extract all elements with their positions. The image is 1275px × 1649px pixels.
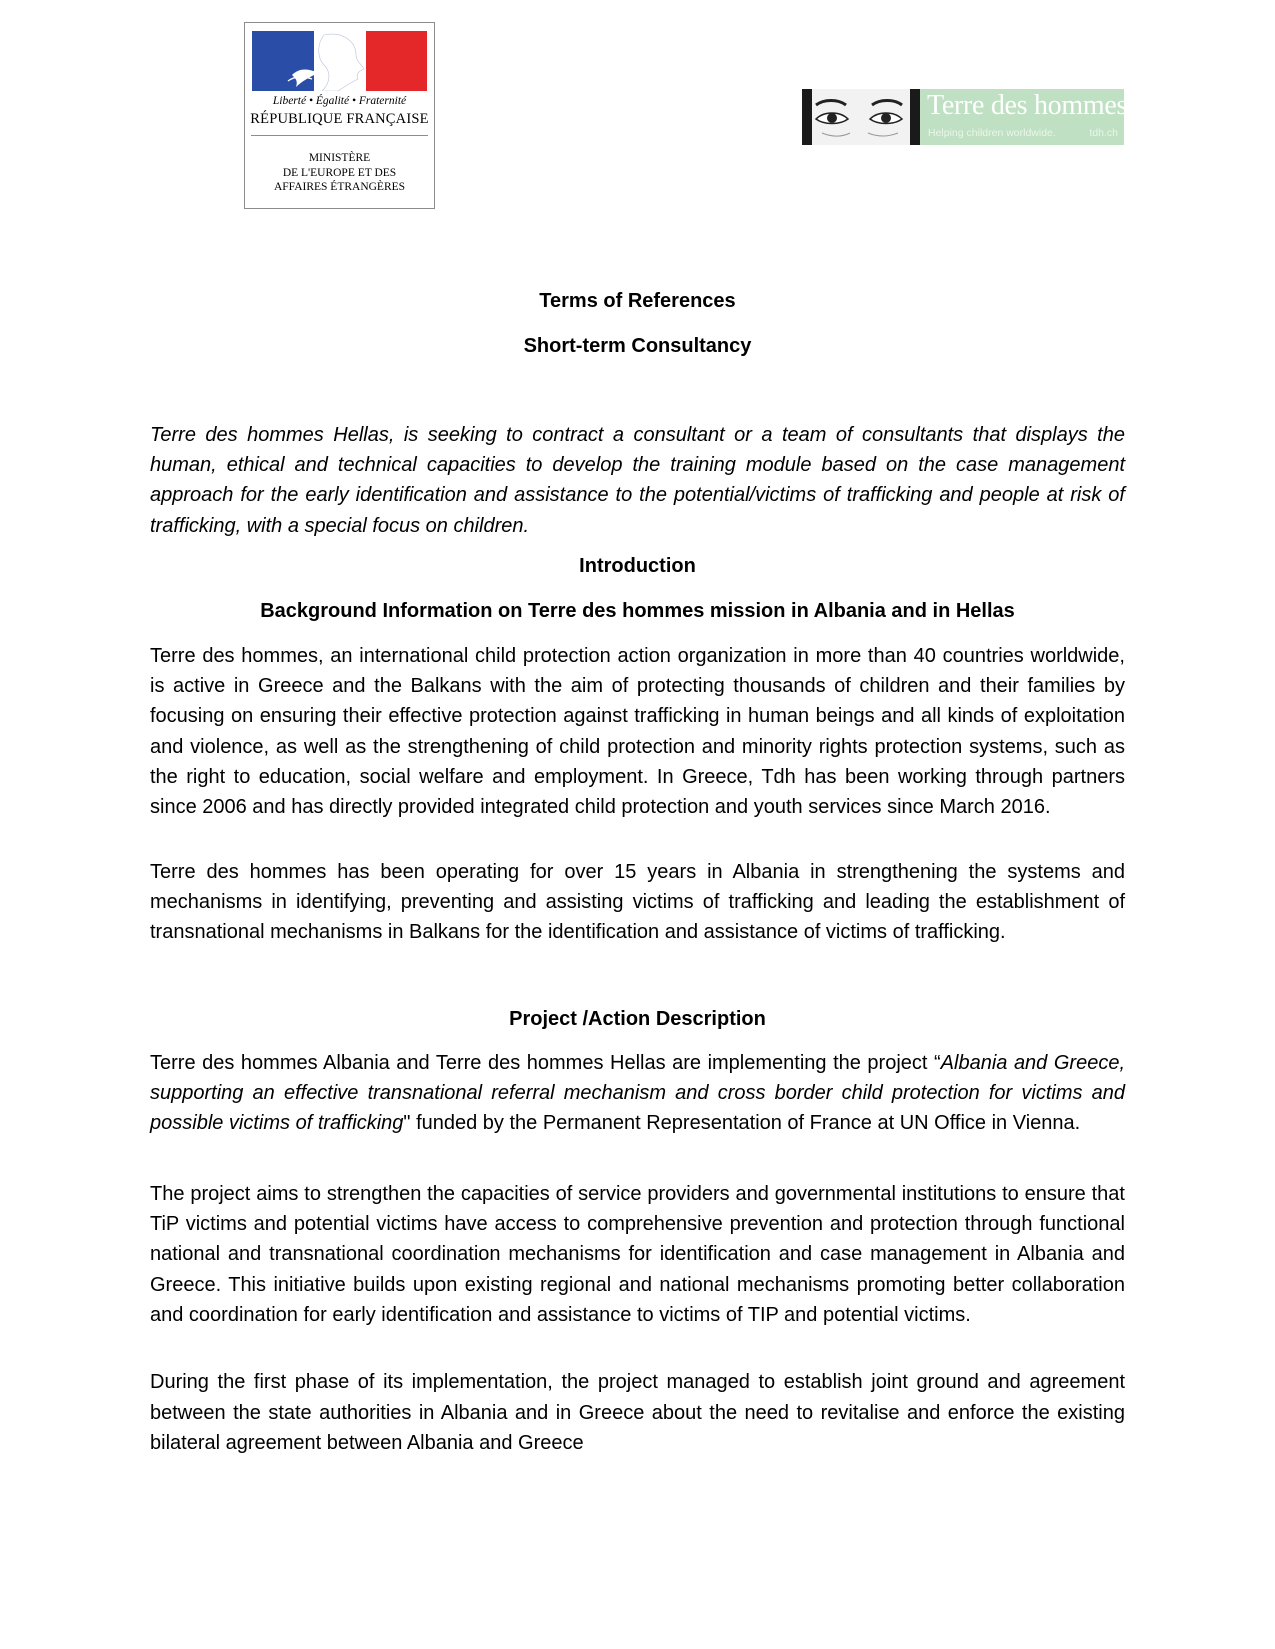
background-paragraph-1: Terre des hommes, an international child protection action organization in more than 40 countries worldwide, is active in Greece and the Balkans with the aim of protecting thousands of children and their families by focusing on ensuring their effective protection against trafficking in human beings and all kinds of exploitation and violence, as well as the strengthening of child protection and minority rights protection systems, such as the right to education, social welfare and employment. In Greece, Tdh has been working through partners since 2006 and has directly provided integrated child protection and youth services since March 2016.	[150, 645, 1125, 819]
eyes-photo-icon	[802, 89, 920, 145]
tdh-website: tdh.ch	[1089, 127, 1118, 139]
project-paragraph-3: During the first phase of its implementation, the project managed to establish joint ground and agreement between the state authorities in Albania and in Greece about the need to revitalise and enforce the existing bilateral agreement between Albania and Greece	[150, 1371, 1125, 1454]
project-title: Albania and Greece, supporting an effective transnational referral mechanism and cross border child protection for victims and possible victims of trafficking	[150, 1052, 1125, 1135]
background-heading: Background Information on Terre des hommes mission in Albania and in Hellas	[260, 600, 1015, 622]
project-paragraph-1	[150, 1048, 1125, 1139]
intro-paragraph: Terre des hommes Hellas, is seeking to contract a consultant or a team of consultants that displays the human, ethical and technical capacities to develop the training module based on the case management approach for the early identification and assistance to the potential/victims of trafficking and people at risk of trafficking, with a special focus on children.	[150, 424, 1125, 537]
tdh-tagline: Helping children worldwide.	[928, 127, 1056, 139]
tdh-brand-name: Terre des hommes	[927, 90, 1128, 121]
project-p1-start: Terre des hommes Albania and Terre des hommes Hellas are implementing the project “	[150, 1052, 941, 1074]
document-title: Terms of References	[539, 290, 736, 312]
motto: Liberté • Égalité • Fraternité	[272, 95, 407, 107]
project-heading: Project /Action Description	[509, 1008, 766, 1030]
project-paragraph-2: The project aims to strengthen the capacities of service providers and governmental institutions to ensure that TiP victims and potential victims have access to comprehensive prevention and protection through functional national and transnational coordination mechanisms for identification and case management in Albania and Greece. This initiative builds upon existing regional and national mechanisms promoting better collaboration and coordination for early identification and assistance to victims of TIP and potential victims.	[150, 1183, 1125, 1326]
french-ministry-logo	[244, 22, 435, 209]
logo-divider	[251, 135, 428, 136]
ministry-line-1: MINISTÈRE	[308, 152, 371, 164]
marianne-flag-icon	[252, 31, 427, 91]
background-paragraph-2: Terre des hommes has been operating for over 15 years in Albania in strengthening the systems and mechanisms in identifying, preventing and assisting victims of trafficking and leading the establishment of transnational mechanisms in Balkans for the identification and assistance of victims of trafficking.	[150, 861, 1125, 944]
project-p1-end: " funded by the Permanent Representation of France at UN Office in Vienna.	[403, 1112, 1081, 1135]
republic-name: RÉPUBLIQUE FRANÇAISE	[250, 111, 429, 127]
ministry-line-2: DE L'EUROPE ET DES	[282, 166, 397, 179]
document-subtitle: Short-term Consultancy	[523, 335, 752, 357]
ministry-line-3: AFFAIRES ÉTRANGÈRES	[273, 181, 406, 193]
tdh-logo	[802, 89, 1128, 145]
introduction-heading: Introduction	[579, 555, 696, 577]
ministry-name	[245, 151, 434, 195]
